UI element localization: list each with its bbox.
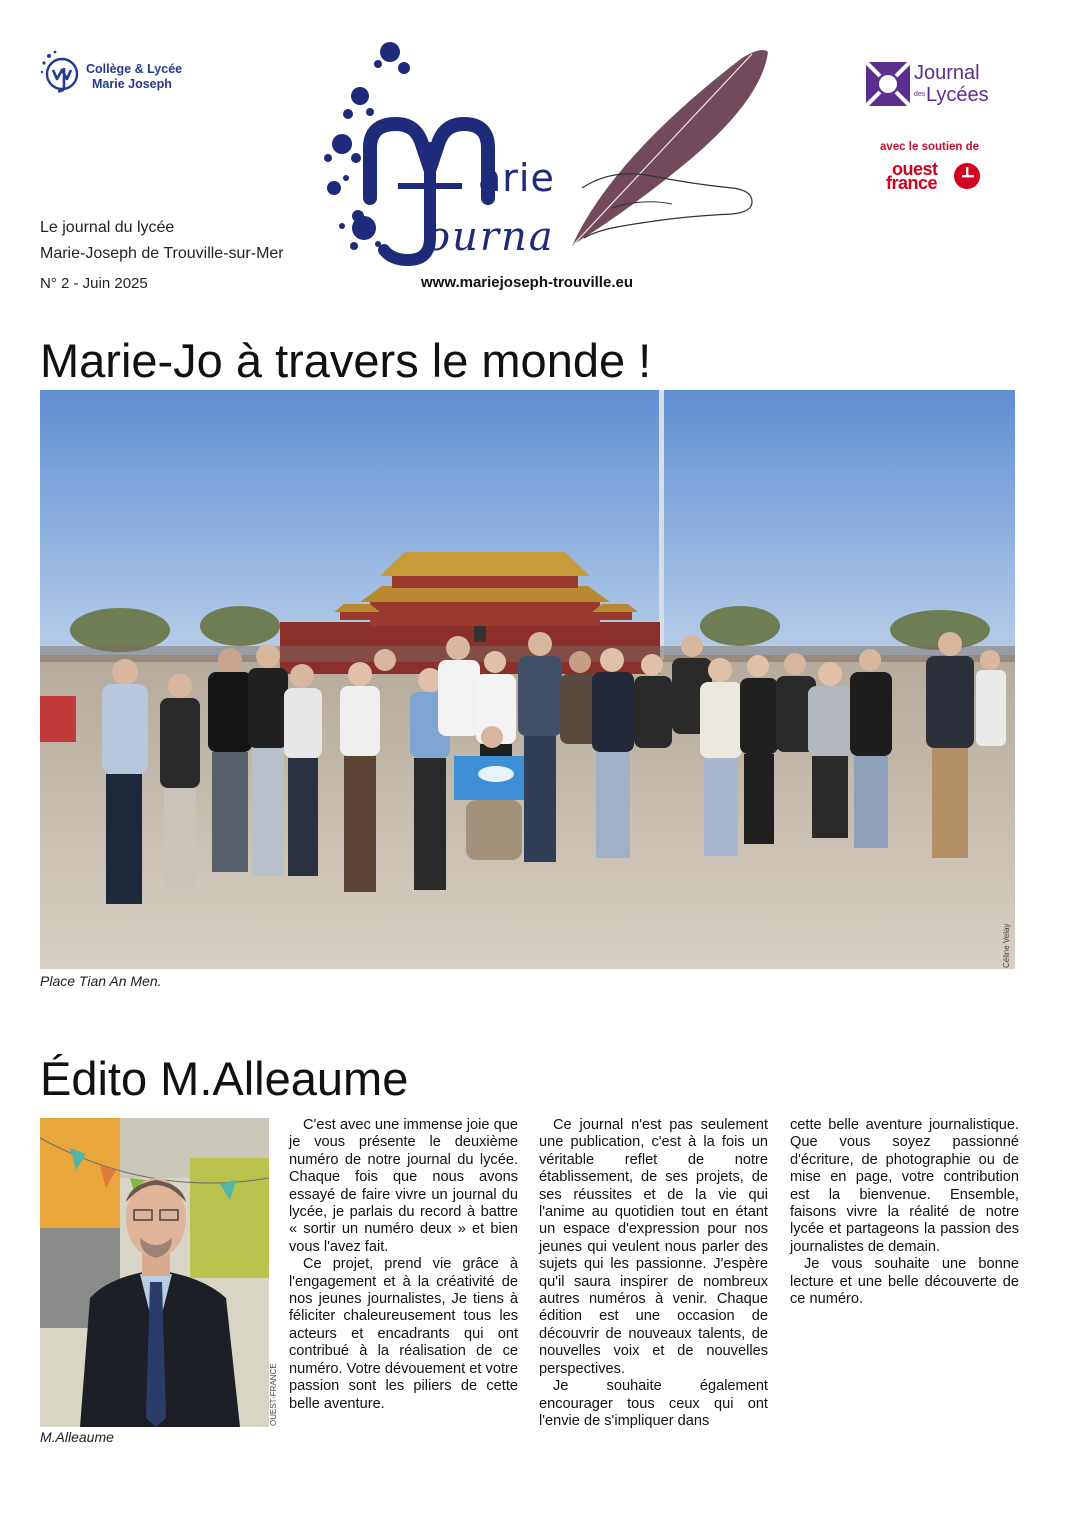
school-logo-icon [40, 48, 84, 96]
partner-logo-line2: Lycées [926, 84, 989, 106]
school-logo [40, 48, 200, 98]
edito-paragraph: Je souhaite également encourager tous ceux qui ont l'envie de s'impliquer dans [539, 1378, 768, 1429]
journal-line1: Le journal du lycée [40, 219, 175, 236]
partner-logo [864, 58, 1004, 110]
photo-caption: Place Tian An Men. [40, 973, 162, 989]
sponsor-icon [954, 163, 980, 189]
sponsor-line2: france [886, 173, 938, 193]
photo-credit: Céline Velay [1002, 923, 1011, 968]
edito-column-3 [790, 1117, 1019, 1308]
partner-logo-line1: Journal [914, 62, 980, 84]
partner-logo-small: des [914, 91, 926, 98]
portrait-photo-image [40, 1118, 269, 1427]
edito-column-2 [539, 1117, 768, 1430]
sponsor-logo [884, 158, 994, 194]
partner-logo-icon [866, 62, 910, 106]
website-link[interactable]: www.mariejoseph-trouville.eu [421, 274, 633, 291]
edito-paragraph: Je vous souhaite une bonne lecture et une belle découverte de ce numéro. [790, 1256, 1019, 1308]
edito-paragraph: C'est avec une immense joie que je vous présente le deuxième numéro de notre journal du lycée. Chaque fois que nous avons essayé de faire vivre un journal du lycée, je parlais du record à battre « sortir un numéro deux » et bien vous l'avez fait. [289, 1117, 518, 1255]
masthead-word2: ourna [426, 214, 555, 260]
sponsor-line1: ouest [892, 159, 938, 179]
journal-line2: Marie-Joseph de Trouville-sur-Mer [40, 245, 284, 262]
group-photo [40, 390, 1015, 969]
edito-title: Édito M.Alleaume [40, 1052, 409, 1105]
school-logo-line1: Collège & Lycée [86, 62, 183, 76]
headline: Marie-Jo à travers le monde ! [40, 334, 652, 387]
support-text: avec le soutien de [880, 141, 980, 153]
group-photo-image [40, 390, 1015, 969]
portrait-photo [40, 1118, 269, 1427]
masthead-word1: arie [478, 156, 555, 200]
portrait-caption: M.Alleaume [40, 1429, 114, 1445]
portrait-credit: OUEST-FRANCE [269, 1363, 278, 1426]
edito-paragraph: Ce projet, prend vie grâce à l'engagement et à la créativité de nos jeunes journalistes, Je tiens à féliciter chaleureusement tous les acteurs et encadrants qui ont contribué à la réalisation de ce numéro. Votre dévouement et votre passion sont les piliers de cette belle aventure. [289, 1256, 518, 1412]
edito-column-1 [289, 1117, 518, 1413]
school-logo-line2: Marie Joseph [92, 77, 172, 91]
issue-number: N° 2 - Juin 2025 [40, 275, 148, 292]
masthead-logo [312, 38, 782, 268]
edito-paragraph: Ce journal n'est pas seulement une publication, c'est à la fois un véritable reflet de notre établissement, de ses projets, de ses réussites et de la vie qui l'anime au quotidien tout en étant un espace d'expression pour nos jeunes qui veulent nous parler des sujets qui les passionne. J'espère qu'il saura inspirer de nombreux autres numéros à venir. Chaque édition est une occasion de découvrir de nouveaux talents, de nouvelles voix et de nouvelles perspectives. [539, 1117, 768, 1377]
edito-paragraph: cette belle aventure journalistique. Que vous soyez passionné d'écriture, de photographie ou de mise en page, votre contribution est la bienvenue. Ensemble, faisons vivre la réalité de notre lycée et partageons la passion des journalistes de demain. [790, 1117, 1019, 1255]
